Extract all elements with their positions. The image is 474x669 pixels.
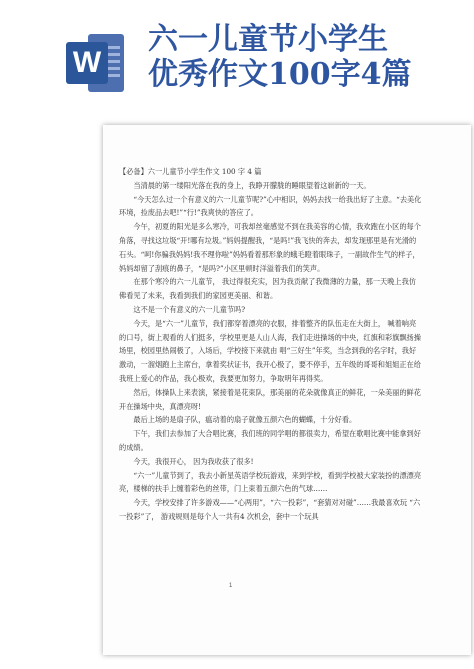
paragraph: “今天怎么过一个有意义的六一儿童节呢?”心中相识，妈妈去找一给我出好了主意。“去美化环境，捡废品去吧!”“行!”我爽快的答应了。 — [119, 194, 422, 218]
paragraph: 最后上场的是扇子队，瘟动着的扇子就像五颜六色的蝴蝶，十分好看。 — [133, 415, 357, 425]
page-title — [148, 22, 468, 92]
document-body — [119, 165, 423, 524]
title-line-1: 六一儿童节小学生 — [148, 22, 388, 57]
paragraph: 这不是一个有意义的六一儿童节吗? — [133, 304, 246, 314]
word-doc-icon — [66, 34, 124, 92]
page-number: 1 — [229, 583, 233, 589]
header-banner — [0, 0, 474, 108]
paragraph: 当清晨的第一缕阳光落在我的身上，我睁开朦胧的睡眼望着这崭新的一天。 — [133, 180, 371, 190]
paragraph: “六一”儿童节到了，我去小新星英语学校玩游戏，来到学校，看到学校被大家装扮的漂漂亮亮，楼梯的扶手上缠着彩色的丝带，门上束着五颜六色的气球…… — [119, 470, 422, 494]
document-page — [103, 125, 471, 655]
word-letter: W — [66, 42, 108, 84]
title-line-2: 优秀作文100字4篇 — [148, 57, 412, 92]
paragraph: 今午，初夏的阳光是多么寒冷，可我却丝毫感觉不到在我美容的心情，我欢跑在小区的每个角落，寻找这垃圾“开!哪有垃圾。”妈妈提醒我，“是吗!”我飞快的奔去，却发现那里是有光滑的石头。“呵!你骗我妈妈!我不理你啦”妈妈看着那形象的蛾毛瞪着眼珠子，一副故作生气的样子，妈妈却留了刮痕的鼻子，“是吗?”小区里顿时洋溢着我们的笑声。 — [119, 222, 421, 273]
paragraph: 今天，是“六一”儿童节，我们都穿着漂亮的衣服，排着整齐的队伍走在大街上， 喊着响亮的口号，街上观看的人们挺多，学校里更是人山人海，我们走进操场的中央，红旗和彩旗飘扬操场里，校园里热闹极了，入场后，学校接下来就由 唱“三好生”年奖，当念到我的名字时，我好激动，一溜烟跑上主席台，拿着奖状证书，我开心极了，要不停手，五年级的哥哥和姐姐正在给我班上爱心的作品，我心极欢，我要更加努力，争取明年再得奖。 — [119, 318, 421, 383]
paragraph: 在那个寒冷的六一儿童节， 我过得很充实，因为我贡献了我微薄的力量，那一天晚上我仿佛看见了未来，我看到我们的家园更美丽、和谐。 — [119, 277, 416, 301]
document-heading: 【必备】六一儿童节小学生作文 100 字 4 篇 — [119, 167, 262, 176]
paragraph: 下午，我们去参加了大合唱比赛，我们班的同学唱的都很卖力，希望在歌唱比赛中能拿到好的成绩。 — [119, 429, 421, 452]
paragraph: 然后，体操队上来表演，紧接着是花束队，那美丽的花朵就像真正的鲜花，一朵美丽的鲜花开在操场中央，真漂亮呀! — [119, 387, 421, 411]
paragraph: 今天，我很开心， 因为我收获了很多! — [133, 456, 254, 466]
paragraph: 今天，学校安排了许多游戏——“心两用”，“六一投彩”，“套猜对对碰”……我最喜欢玩 “六一投彩”了， 游戏规则是每个人一共有4 次机会，套中一个玩具 — [119, 498, 421, 521]
